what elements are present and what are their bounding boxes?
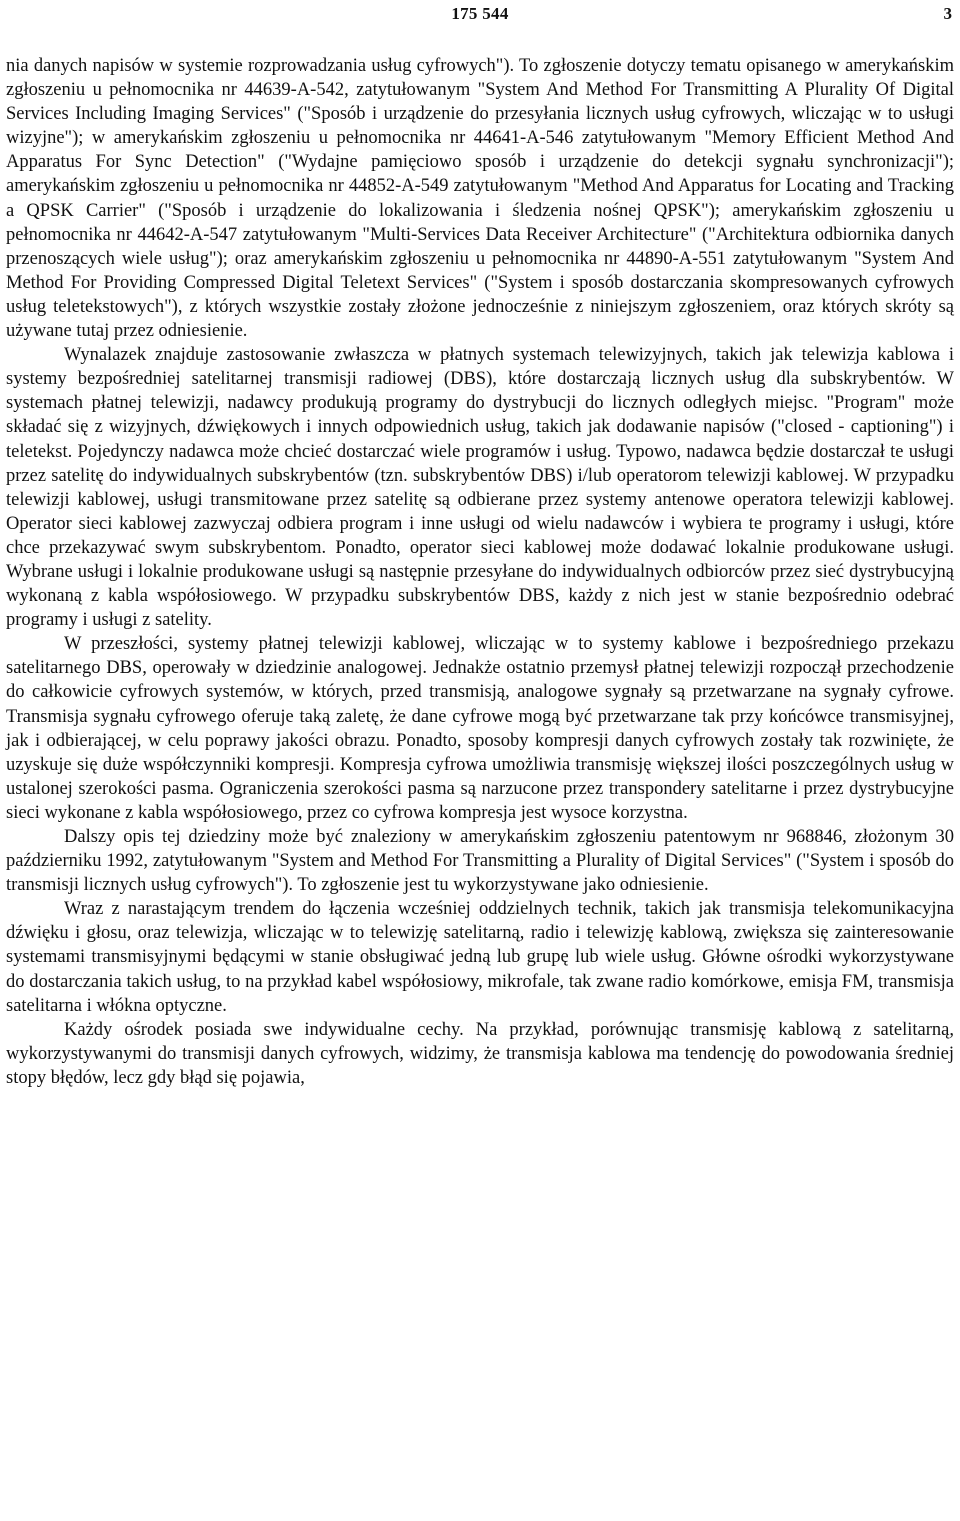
page-number: 3: [943, 4, 952, 23]
paragraph: Wynalazek znajduje zastosowanie zwłaszcza w płatnych systemach telewizyjnych, takich jak telewizja kablowa i systemy bezpośredniej satelitarnej transmisji radiowej (DBS), które dostarczają licznych usług dla subskrybentów. W systemach płatnej telewizji, nadawcy produkują programy do dystrybucji do licznych odległych miejsc. "Program" może składać się z wizyjnych, dźwiękowych i innych odpowiednich usług, takich jak dodawanie napisów ("closed - captioning") i teletekst. Pojedynczy nadawca może chcieć dostarczać wiele programów i usług. Typowo, nadawca będzie dostarczał te usługi przez satelitę do indywidualnych subskrybentów (tzn. subskrybentów DBS) i/lub operatorom telewizji kablowej. W przypadku telewizji kablowej, usługi transmitowane przez satelitę są odbierane przez systemy antenowe operatora telewizji kablowej. Operator sieci kablowej zazwyczaj odbiera program i inne usługi od wielu nadawców i wybiera te programy i usługi, które chce przekazywać swym subskrybentom. Ponadto, operator sieci kablowej może dodawać lokalnie produkowane usługi. Wybrane usługi i lokalnie produkowane usługi są następnie przesyłane do indywidualnych odbiorców przez sieć dystrybucyjną wykonaną z kabla współosiowego. W przypadku subskrybentów DBS, każdy z nich jest w stanie bezpośrednio odebrać programy i usługi z satelity.: [6, 345, 954, 631]
paragraph: Dalszy opis tej dziedziny może być znaleziony w amerykańskim zgłoszeniu patentowym nr 968846, złożonym 30 październiku 1992, zatytułowanym "System and Method For Transmitting a Plurality of Digital Services" ("System i sposób do transmisji licznych usług cyfrowych"). To zgłoszenie jest tu wykorzystywane jako odniesienie.: [6, 827, 954, 896]
body-text: [6, 54, 954, 1090]
paragraph: Wraz z narastającym trendem do łączenia wcześniej oddzielnych technik, takich jak transmisja telekomunikacyjna dźwięku i głosu, oraz telewizja, wliczając w to telewizję satelitarną, radio i telewizję kablową, zwiększa się zainteresowanie systemami transmisyjnymi będącymi w stanie obsługiwać jedną lub grupę lub wiele usług. Główne ośrodki wykorzystywane do dostarczania takich usług, to na przykład kabel współosiowy, mikrofale, tak zwane radio komórkowe, emisja FM, transmisja satelitarna i włókna optyczne.: [6, 899, 954, 1016]
page-header: [0, 2, 960, 32]
paragraph: W przeszłości, systemy płatnej telewizji kablowej, wliczając w to systemy kablowe i bezpośredniego przekazu satelitarnego DBS, operowały w dziedzinie analogowej. Jednakże ostatnio przemysł płatnej telewizji rozpoczął przechodzenie do całkowicie cyfrowych systemów, w których, przed transmisją, analogowe sygnały są przetwarzane na sygnały cyfrowe. Transmisja sygnału cyfrowego oferuje taką zaletę, że dane cyfrowe mogą być przetwarzane tak przy końcówce transmisyjnej, jak i odbierającej, w celu poprawy jakości obrazu. Ponadto, sposoby kompresji danych cyfrowych zostały tak rozwinięte, że uzyskuje się duże współczynniki kompresji. Kompresja cyfrowa umożliwia transmisję większej ilości poszczególnych usług w ustalonej szerokości pasma. Ograniczenia szerokości pasma są narzucone przez transpondery satelitarne i przez dystrybucyjne sieci wykonane z kabla współosiowego, przez co cyfrowa kompresja jest wysoce korzystna.: [6, 634, 954, 823]
paragraph: Każdy ośrodek posiada swe indywidualne cechy. Na przykład, porównując transmisję kablową z satelitarną, wykorzystywanymi do transmisji danych cyfrowych, widzimy, że transmisja kablowa ma tendencję do powodowania średniej stopy błędów, lecz gdy błąd się pojawia,: [6, 1019, 954, 1088]
document-number: 175 544: [451, 4, 509, 23]
paragraph: nia danych napisów w systemie rozprowadzania usług cyfrowych"). To zgłoszenie dotyczy tematu opisanego w amerykańskim zgłoszeniu u pełnomocnika nr 44639-A-542, zatytułowanym "System And Method For Transmitting A Plurality Of Digital Services Including Imaging Services" ("Sposób i urządzenie do przesyłania licznych usług cyfrowych, wliczając w to usługi wizyjne"); w amerykańskim zgłoszeniu u pełnomocnika nr 44641-A-546 zatytułowanym "Memory Efficient Method And Apparatus For Sync Detection" ("Wydajne pamięciowo sposób i urządzenie do detekcji sygnału synchronizacji"); amerykańskim zgłoszeniu u pełnomocnika nr 44852-A-549 zatytułowanym "Method And Apparatus for Locating and Tracking a QPSK Carrier" ("Sposób i urządzenie do lokalizowania i śledzenia nośnej QPSK"); amerykańskim zgłoszeniu u pełnomocnika nr 44642-A-547 zatytułowanym "Multi-Services Data Receiver Architecture" ("Architektura odbiornika danych przenoszących wiele usług"); oraz amerykańskim zgłoszeniu u pełnomocnika nr 44890-A-551 zatytułowanym "System And Method For Providing Compressed Digital Teletext Services" ("System i sposób dostarczania skompresowanych cyfrowych usług teletekstowych"), z których wszystkie zostały złożone jednocześnie z niniejszym zgłoszeniem, oraz których skróty są używane tutaj przez odniesienie.: [6, 56, 954, 342]
